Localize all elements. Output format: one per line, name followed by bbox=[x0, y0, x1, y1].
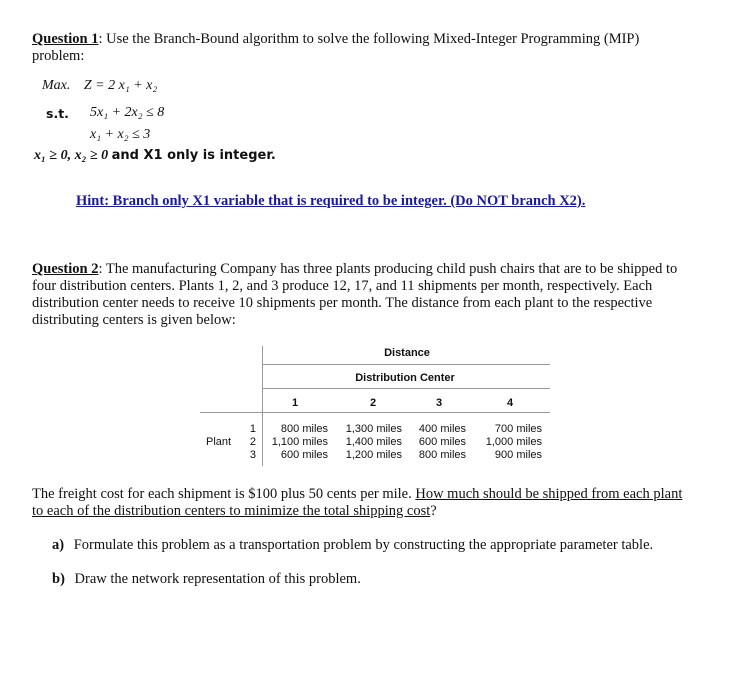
question-2-line-2: four distribution centers. Plants 1, 2, and 3 produce 12, 17, and 11 shipments per month, respectively. Each bbox=[32, 278, 653, 294]
table-rule-1 bbox=[262, 364, 550, 365]
table-cell: 1,200 miles bbox=[345, 449, 402, 461]
table-rule-2 bbox=[262, 388, 550, 389]
freight-end: ? bbox=[430, 503, 437, 519]
table-cell: 400 miles bbox=[418, 423, 466, 435]
question-2-line-1: : The manufacturing Company has three plants producing child push chairs that are to be shipped to bbox=[98, 261, 678, 277]
table-cell: 1,300 miles bbox=[345, 423, 402, 435]
table-cell: 1,000 miles bbox=[485, 436, 542, 448]
column-header-2: 2 bbox=[369, 397, 377, 409]
integer-note: and X1 only is integer. bbox=[111, 148, 276, 163]
question-1-label: Question 1 bbox=[32, 31, 99, 47]
row-label-3: 3 bbox=[249, 449, 256, 461]
objective-label: Max. bbox=[42, 78, 71, 93]
constraint-2: x₁ + x₂ ≤ 3 bbox=[90, 127, 151, 142]
part-a-text: Formulate this problem as a transportation problem by constructing the appropriate parameter table. bbox=[73, 537, 654, 553]
table-cell: 800 miles bbox=[418, 449, 466, 461]
nonnegativity-expr: x₁ ≥ 0, x₂ ≥ 0 bbox=[34, 148, 109, 163]
table-cell: 700 miles bbox=[494, 423, 542, 435]
table-cell: 1,400 miles bbox=[345, 436, 402, 448]
question-2 bbox=[32, 261, 732, 329]
objective-expression: Z = 2 x₁ + x₂ bbox=[83, 78, 158, 93]
constraints-label: s.t. bbox=[46, 106, 69, 121]
question-2-line-4: distributing centers is given below: bbox=[32, 312, 236, 328]
row-label-2: 2 bbox=[249, 436, 256, 448]
table-cell: 1,100 miles bbox=[271, 436, 328, 448]
freight-plain: The freight cost for each shipment is $100 plus 50 cents per mile. bbox=[32, 486, 416, 502]
table-cell: 600 miles bbox=[418, 436, 466, 448]
distance-table bbox=[200, 340, 550, 470]
column-header-4: 4 bbox=[506, 397, 514, 409]
question-2-label: Question 2 bbox=[32, 261, 99, 277]
question-1 bbox=[32, 31, 732, 65]
column-header-1: 1 bbox=[291, 397, 299, 409]
constraint-1: 5x₁ + 2x₂ ≤ 8 bbox=[90, 105, 165, 120]
question-1-intro-2: problem: bbox=[32, 48, 85, 64]
question-2-line-3: distribution center needs to receive 10 shipments per month. The distance from each plant to the respective bbox=[32, 295, 653, 311]
table-cell: 900 miles bbox=[494, 449, 542, 461]
freight-question-part-2: to each of the distribution centers to minimize the total shipping cost bbox=[32, 503, 431, 519]
table-cell: 800 miles bbox=[280, 423, 328, 435]
table-header-distribution-center: Distribution Center bbox=[355, 372, 455, 384]
hint-text: Hint: Branch only X1 variable that is required to be integer. (Do NOT branch X2). bbox=[76, 193, 586, 209]
freight-cost-text bbox=[32, 486, 732, 520]
nonnegativity-constraint bbox=[34, 148, 276, 164]
part-b-label: b) bbox=[52, 571, 65, 587]
part-a-label: a) bbox=[52, 537, 65, 553]
objective-function bbox=[42, 78, 157, 94]
table-cell: 600 miles bbox=[280, 449, 328, 461]
part-b bbox=[52, 571, 361, 588]
part-a bbox=[52, 537, 653, 554]
column-header-3: 3 bbox=[435, 397, 443, 409]
freight-question-part-1: How much should be shipped from each plant bbox=[415, 486, 683, 502]
part-b-text: Draw the network representation of this problem. bbox=[74, 571, 361, 587]
table-rule-3 bbox=[200, 412, 550, 413]
question-1-intro: : Use the Branch-Bound algorithm to solve the following Mixed-Integer Programming (MIP) bbox=[98, 31, 640, 47]
table-header-distance: Distance bbox=[384, 347, 430, 359]
row-label-1: 1 bbox=[249, 423, 256, 435]
row-group-label-plant: Plant bbox=[206, 436, 232, 448]
